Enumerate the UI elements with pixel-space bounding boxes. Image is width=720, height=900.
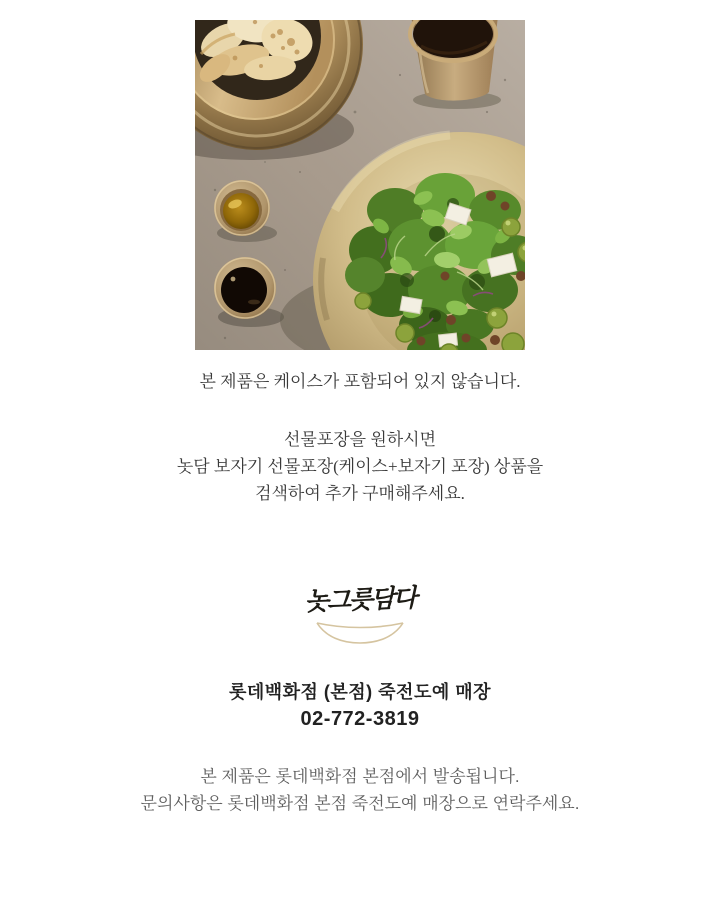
store-name: 롯데백화점 (본점) 죽전도예 매장 (228, 682, 492, 702)
store-phone-number: 02-772-3819 (300, 708, 420, 730)
gift-wrap-info (0, 426, 720, 507)
store-info (0, 679, 720, 733)
bowl-icon (314, 620, 406, 646)
shipping-line: 문의사항은 롯데백화점 본점 죽전도예 매장으로 연락주세요. (140, 794, 580, 813)
notdam-brand-logo (290, 584, 430, 651)
gift-wrap-line: 놋담 보자기 선물포장(케이스+보자기 포장) 상품을 (176, 457, 544, 476)
product-photo-illustration (195, 20, 525, 350)
logo-calligraphy-text: 놋그릇담다 (304, 585, 416, 616)
shipping-line: 본 제품은 롯데백화점 본점에서 발송됩니다. (200, 767, 520, 786)
gift-wrap-line: 검색하여 추가 구매해주세요. (255, 484, 465, 503)
case-notice-text: 본 제품은 케이스가 포함되어 있지 않습니다. (199, 372, 521, 391)
beverage-cup (410, 20, 501, 109)
gift-wrap-line: 선물포장을 원하시면 (283, 430, 437, 449)
shipping-notice (0, 763, 720, 817)
bread-bowl (195, 20, 363, 160)
product-photo (195, 20, 525, 350)
